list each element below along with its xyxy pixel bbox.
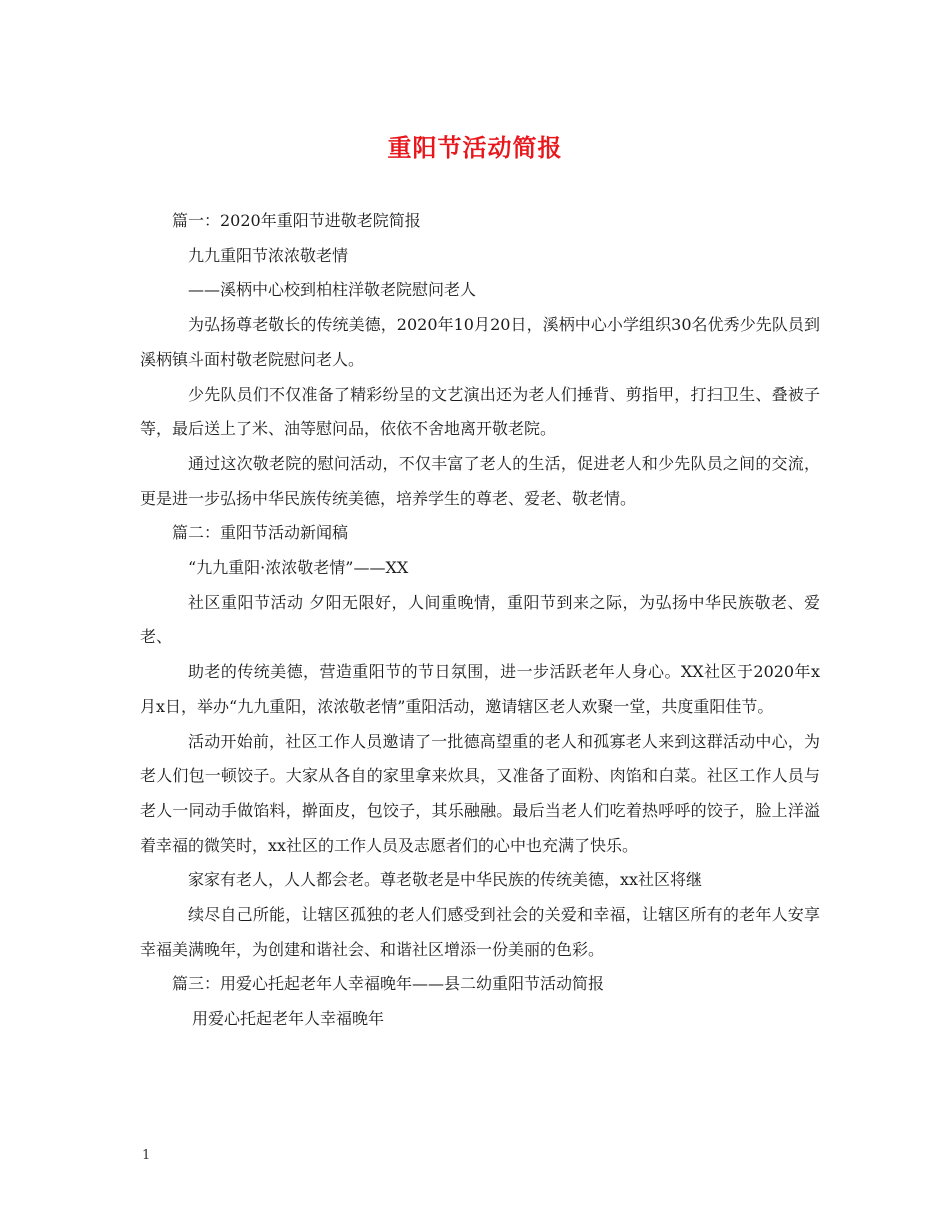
body-paragraph: 通过这次敬老院的慰问活动，不仅丰富了老人的生活，促进老人和少先队员之间的交流，更是进一步弘扬中华民族传统美德，培养学生的尊老、爱老、敬老情。 <box>140 453 820 508</box>
subheading-3: “九九重阳·浓浓敬老情”——XX <box>188 558 409 578</box>
section-heading-3: 篇三：用爱心托起老年人幸福晚年——县二幼重阳节活动简报 <box>172 974 605 994</box>
body-paragraph: 活动开始前，社区工作人员邀请了一批德高望重的老人和孤寡老人来到这群活动中心，为老人们包一顿饺子。大家从各自的家里拿来炊具，又准备了面粉、肉馅和白菜。社区工作人员与老人一同动手做馅料，擀面皮，包饺子，其乐融融。最后当老人们吃着热呼呼的饺子，脸上洋溢着幸福的微笑时，xx社区的工作人员及志愿者们的心中也充满了快乐。 <box>140 731 820 855</box>
body-paragraph: 为弘扬尊老敬长的传统美德，2020年10月20日，溪柄中心小学组织30名优秀少先队员到溪柄镇斗面村敬老院慰问老人。 <box>140 315 820 369</box>
page-number: 1 <box>142 1148 151 1163</box>
subheading-4: 用爱心托起老年人幸福晚年 <box>192 1009 385 1029</box>
document-title: 重阳节活动简报 <box>387 133 563 162</box>
subheading-1: 九九重阳节浓浓敬老情 <box>188 245 349 265</box>
document-body <box>140 204 820 1037</box>
body-paragraph: 助老的传统美德，营造重阳节的节日氛围，进一步活跃老年人身心。XX社区于2020年x月x日，举办“九九重阳，浓浓敬老情”重阳活动，邀请辖区老人欢聚一堂，共度重阳佳节。 <box>140 662 820 716</box>
subheading-2: ——溪柄中心校到柏柱洋敬老院慰问老人 <box>188 280 477 300</box>
body-paragraph: 少先队员们不仅准备了精彩纷呈的文艺演出还为老人们捶背、剪指甲，打扫卫生、叠被子等，最后送上了米、油等慰问品，依依不舍地离开敬老院。 <box>140 384 820 439</box>
body-paragraph: 家家有老人，人人都会老。尊老敬老是中华民族的传统美德，xx社区将继 <box>188 870 703 890</box>
body-paragraph: 社区重阳节活动 夕阳无限好，人间重晚情，重阳节到来之际，为弘扬中华民族敬老、爱老、 <box>140 592 820 647</box>
body-paragraph: 续尽自己所能，让辖区孤独的老人们感受到社会的关爱和幸福，让辖区所有的老年人安享幸福美满晚年，为创建和谐社会、和谐社区增添一份美丽的色彩。 <box>140 905 820 959</box>
section-heading-1: 篇一：2020年重阳节进敬老院简报 <box>172 211 421 230</box>
section-heading-2: 篇二：重阳节活动新闻稿 <box>172 523 349 543</box>
